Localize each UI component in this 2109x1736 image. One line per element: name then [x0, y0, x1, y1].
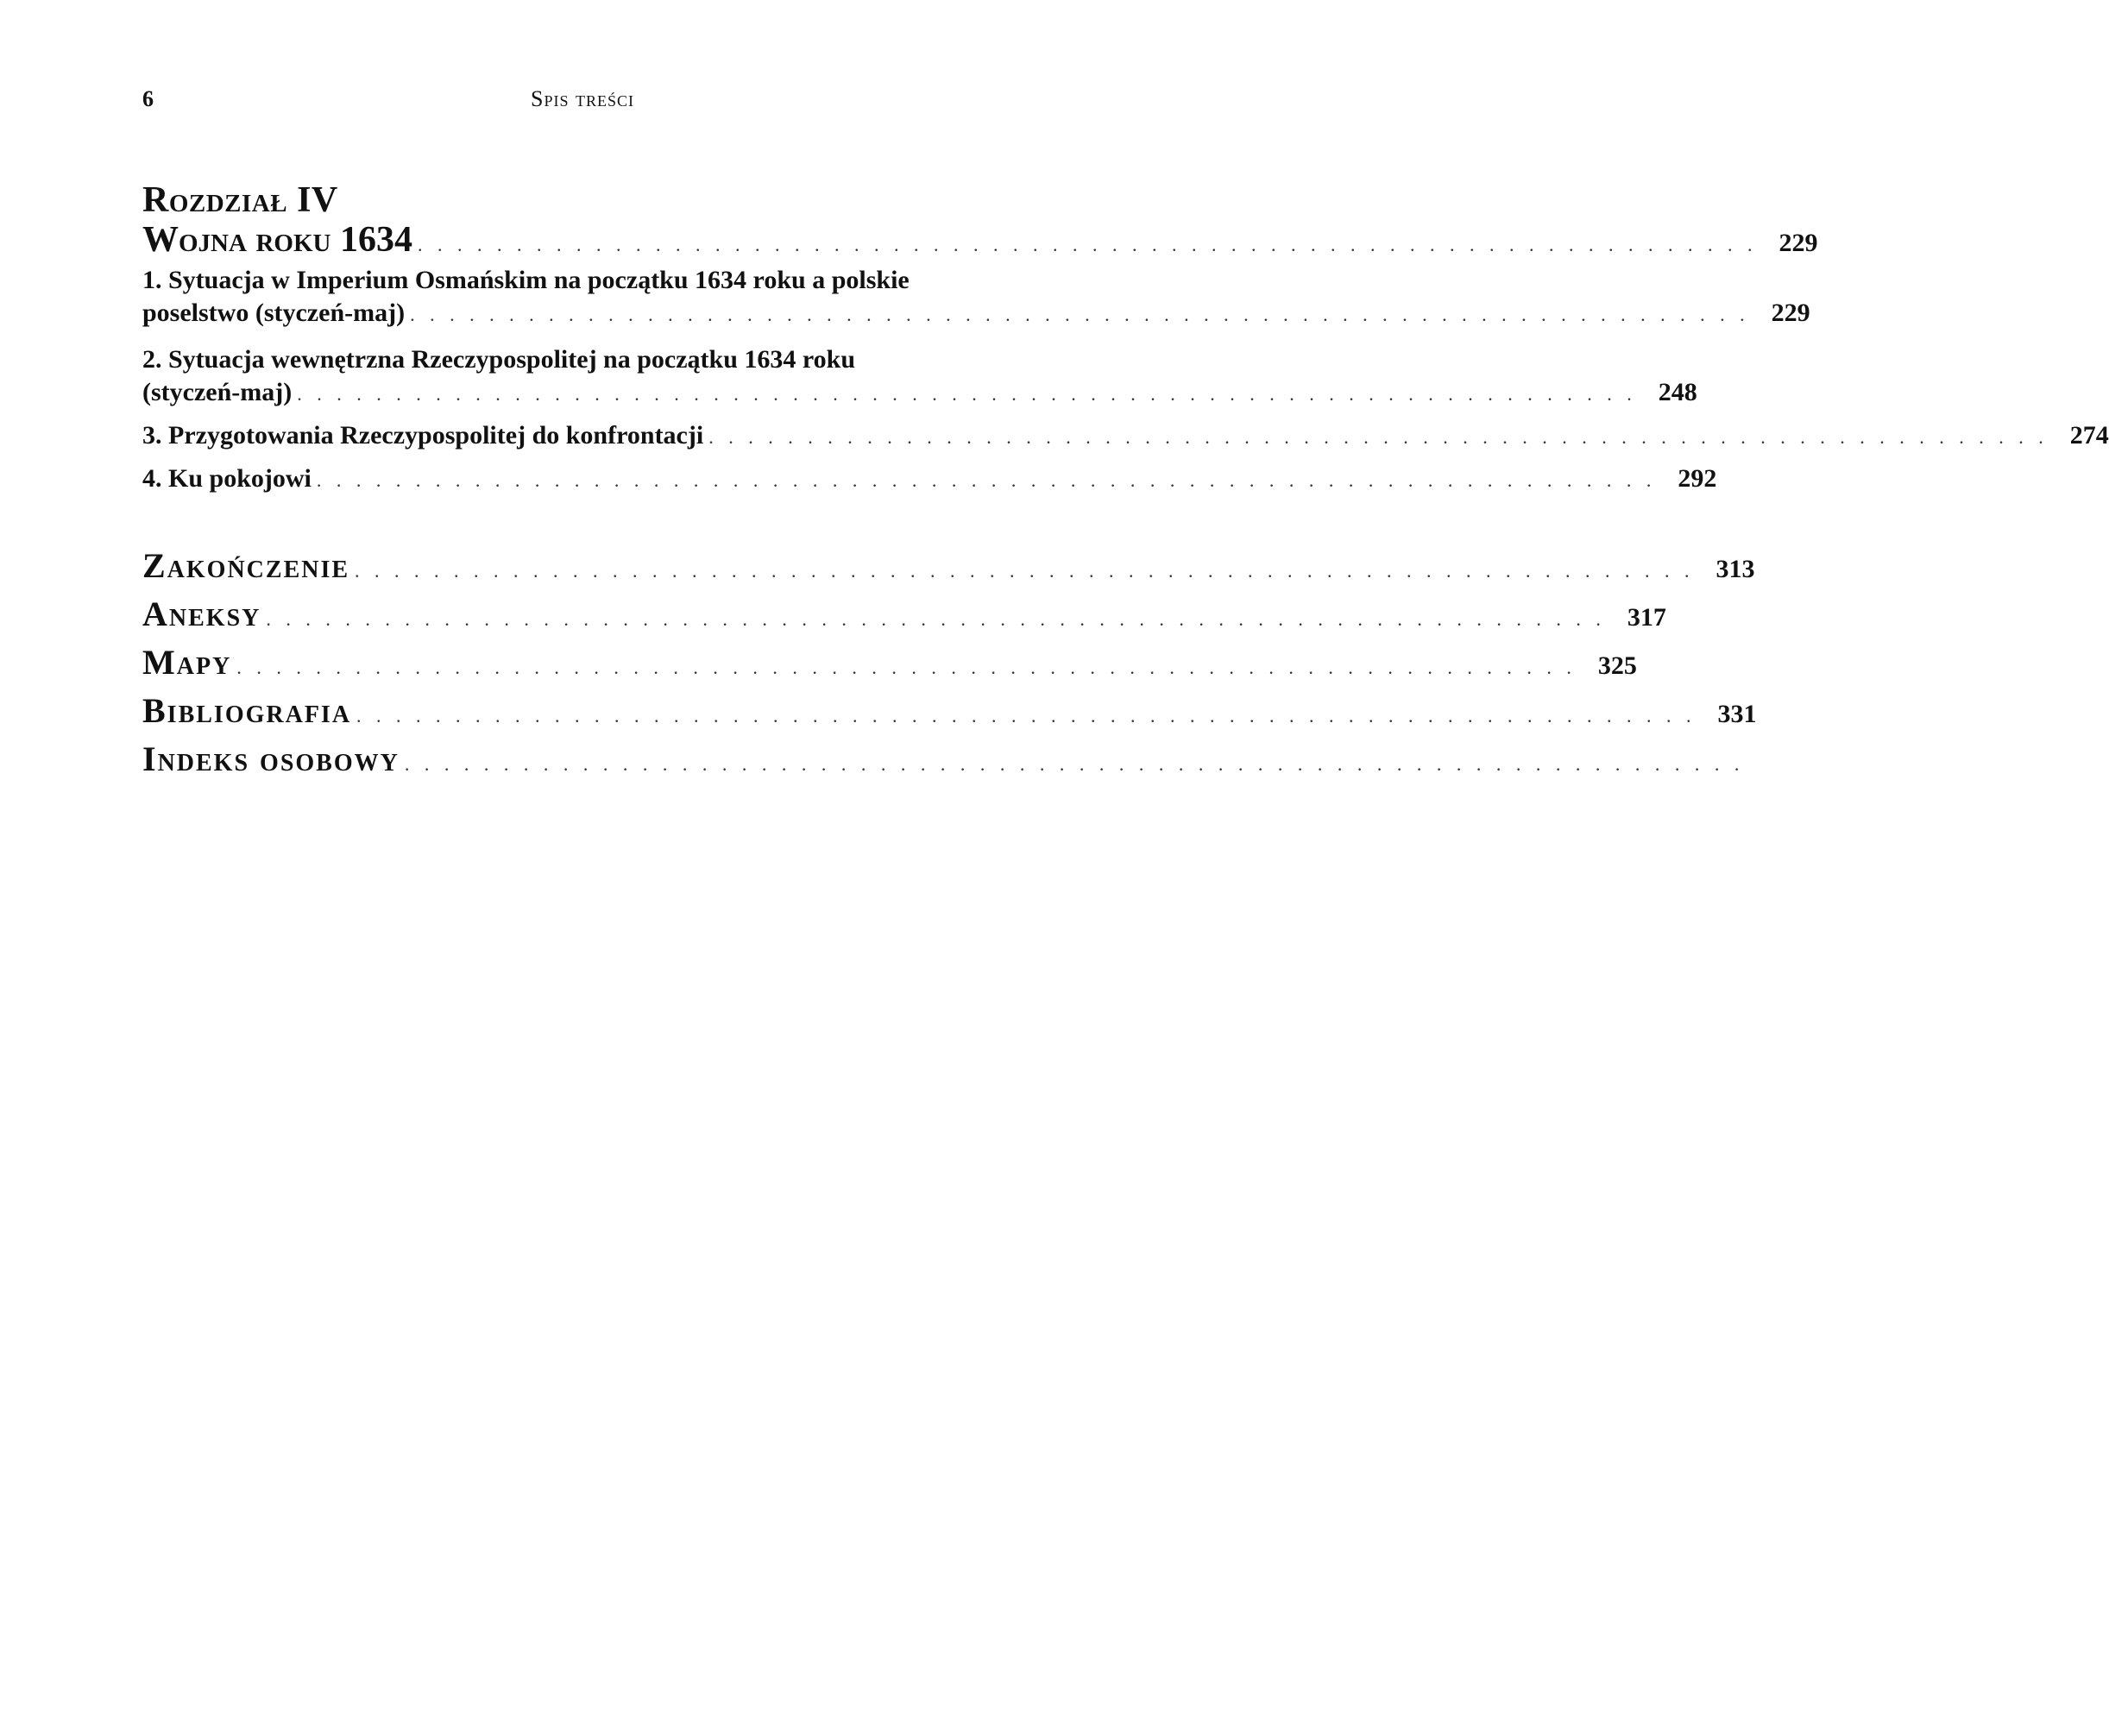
dot-leader: . . . . . . . . . . . . . . . . . . . . . . . . . . . . . . . . . . . . . . . . . . . . . . . . . . . . . . . . . . . . . . . . . . . . — [266, 608, 1606, 630]
section-title-line1: 1. Sytuacja w Imperium Osmańskim na początku 1634 roku a polskie — [142, 266, 910, 294]
toc-entry-section — [142, 464, 1717, 500]
section-title: 3. Przygotowania Rzeczypospolitej do konfrontacji — [142, 421, 704, 450]
section-title-line1: 2. Sytuacja wewnętrzna Rzeczypospolitej na początku 1634 roku — [142, 345, 856, 374]
dot-leader: . . . . . . . . . . . . . . . . . . . . . . . . . . . . . . . . . . . . . . . . . . . . . . . . . . . . . . . . . . . . . . . . . . . . — [708, 426, 2049, 448]
toc-entry-back-matter — [142, 642, 1637, 690]
table-of-contents — [142, 180, 2109, 787]
toc-entry-section — [142, 342, 1697, 414]
toc-page-number: 229 — [1771, 299, 1810, 327]
dot-leader: . . . . . . . . . . . . . . . . . . . . . . . . . . . . . . . . . . . . . . . . . . . . . . . . . . . . . . . . . . . . . . . . . . . . — [355, 560, 1695, 582]
toc-entry-chapter — [142, 219, 1818, 260]
toc-page-number: 331 — [1717, 700, 1757, 728]
toc-entry-back-matter — [142, 594, 1666, 642]
toc-entry-back-matter — [142, 739, 1745, 787]
running-title: Spis treści — [531, 86, 634, 111]
dot-leader: . . . . . . . . . . . . . . . . . . . . . . . . . . . . . . . . . . . . . . . . . . . . . . . . . . . . . . . . . . . . . . . . . . . . — [417, 234, 1758, 255]
back-matter — [142, 545, 1757, 787]
toc-entry-section — [142, 262, 1810, 335]
toc-page-number: 274 — [2069, 421, 2109, 450]
toc-page-number: 292 — [1678, 464, 1717, 493]
toc-page-number: 325 — [1597, 651, 1637, 680]
toc-entry-section — [142, 421, 2109, 457]
toc-page-number: 248 — [1658, 378, 1697, 406]
section-title-line2: (styczeń-maj) — [142, 378, 293, 406]
section-title: 4. Ku pokojowi — [142, 464, 312, 493]
back-matter-title: Mapy — [142, 643, 232, 682]
back-matter-title: Bibliografia — [142, 691, 352, 730]
chapter-label: Rozdział IV — [142, 180, 338, 220]
dot-leader: . . . . . . . . . . . . . . . . . . . . . . . . . . . . . . . . . . . . . . . . . . . . . . . . . . . . . . . . . . . . . . . . . . . . — [404, 753, 1745, 775]
toc-entry-back-matter — [142, 545, 1755, 594]
dot-leader: . . . . . . . . . . . . . . . . . . . . . . . . . . . . . . . . . . . . . . . . . . . . . . . . . . . . . . . . . . . . . . . . . . . . — [316, 469, 1657, 491]
page-number: 6 — [142, 86, 154, 111]
toc-page-number: 313 — [1716, 555, 1755, 583]
back-matter-title: Zakończenie — [142, 546, 350, 585]
chapter-title: Wojna roku 1634 — [142, 220, 412, 260]
dot-leader: . . . . . . . . . . . . . . . . . . . . . . . . . . . . . . . . . . . . . . . . . . . . . . . . . . . . . . . . . . . . . . . . . . . . — [297, 383, 1637, 405]
toc-page-number: 229 — [1778, 229, 1818, 257]
toc-page-number: 317 — [1627, 603, 1666, 632]
dot-leader: . . . . . . . . . . . . . . . . . . . . . . . . . . . . . . . . . . . . . . . . . . . . . . . . . . . . . . . . . . . . . . . . . . . . — [410, 304, 1750, 325]
toc-entry-back-matter — [142, 690, 1757, 739]
dot-leader: . . . . . . . . . . . . . . . . . . . . . . . . . . . . . . . . . . . . . . . . . . . . . . . . . . . . . . . . . . . . . . . . . . . . — [236, 657, 1577, 678]
back-matter-title: Aneksy — [142, 594, 261, 633]
running-head — [142, 86, 1016, 121]
section-title-line2: poselstwo (styczeń-maj) — [142, 299, 406, 327]
dot-leader: . . . . . . . . . . . . . . . . . . . . . . . . . . . . . . . . . . . . . . . . . . . . . . . . . . . . . . . . . . . . . . . . . . . . — [356, 705, 1697, 726]
back-matter-title: Indeks osobowy — [142, 739, 400, 778]
